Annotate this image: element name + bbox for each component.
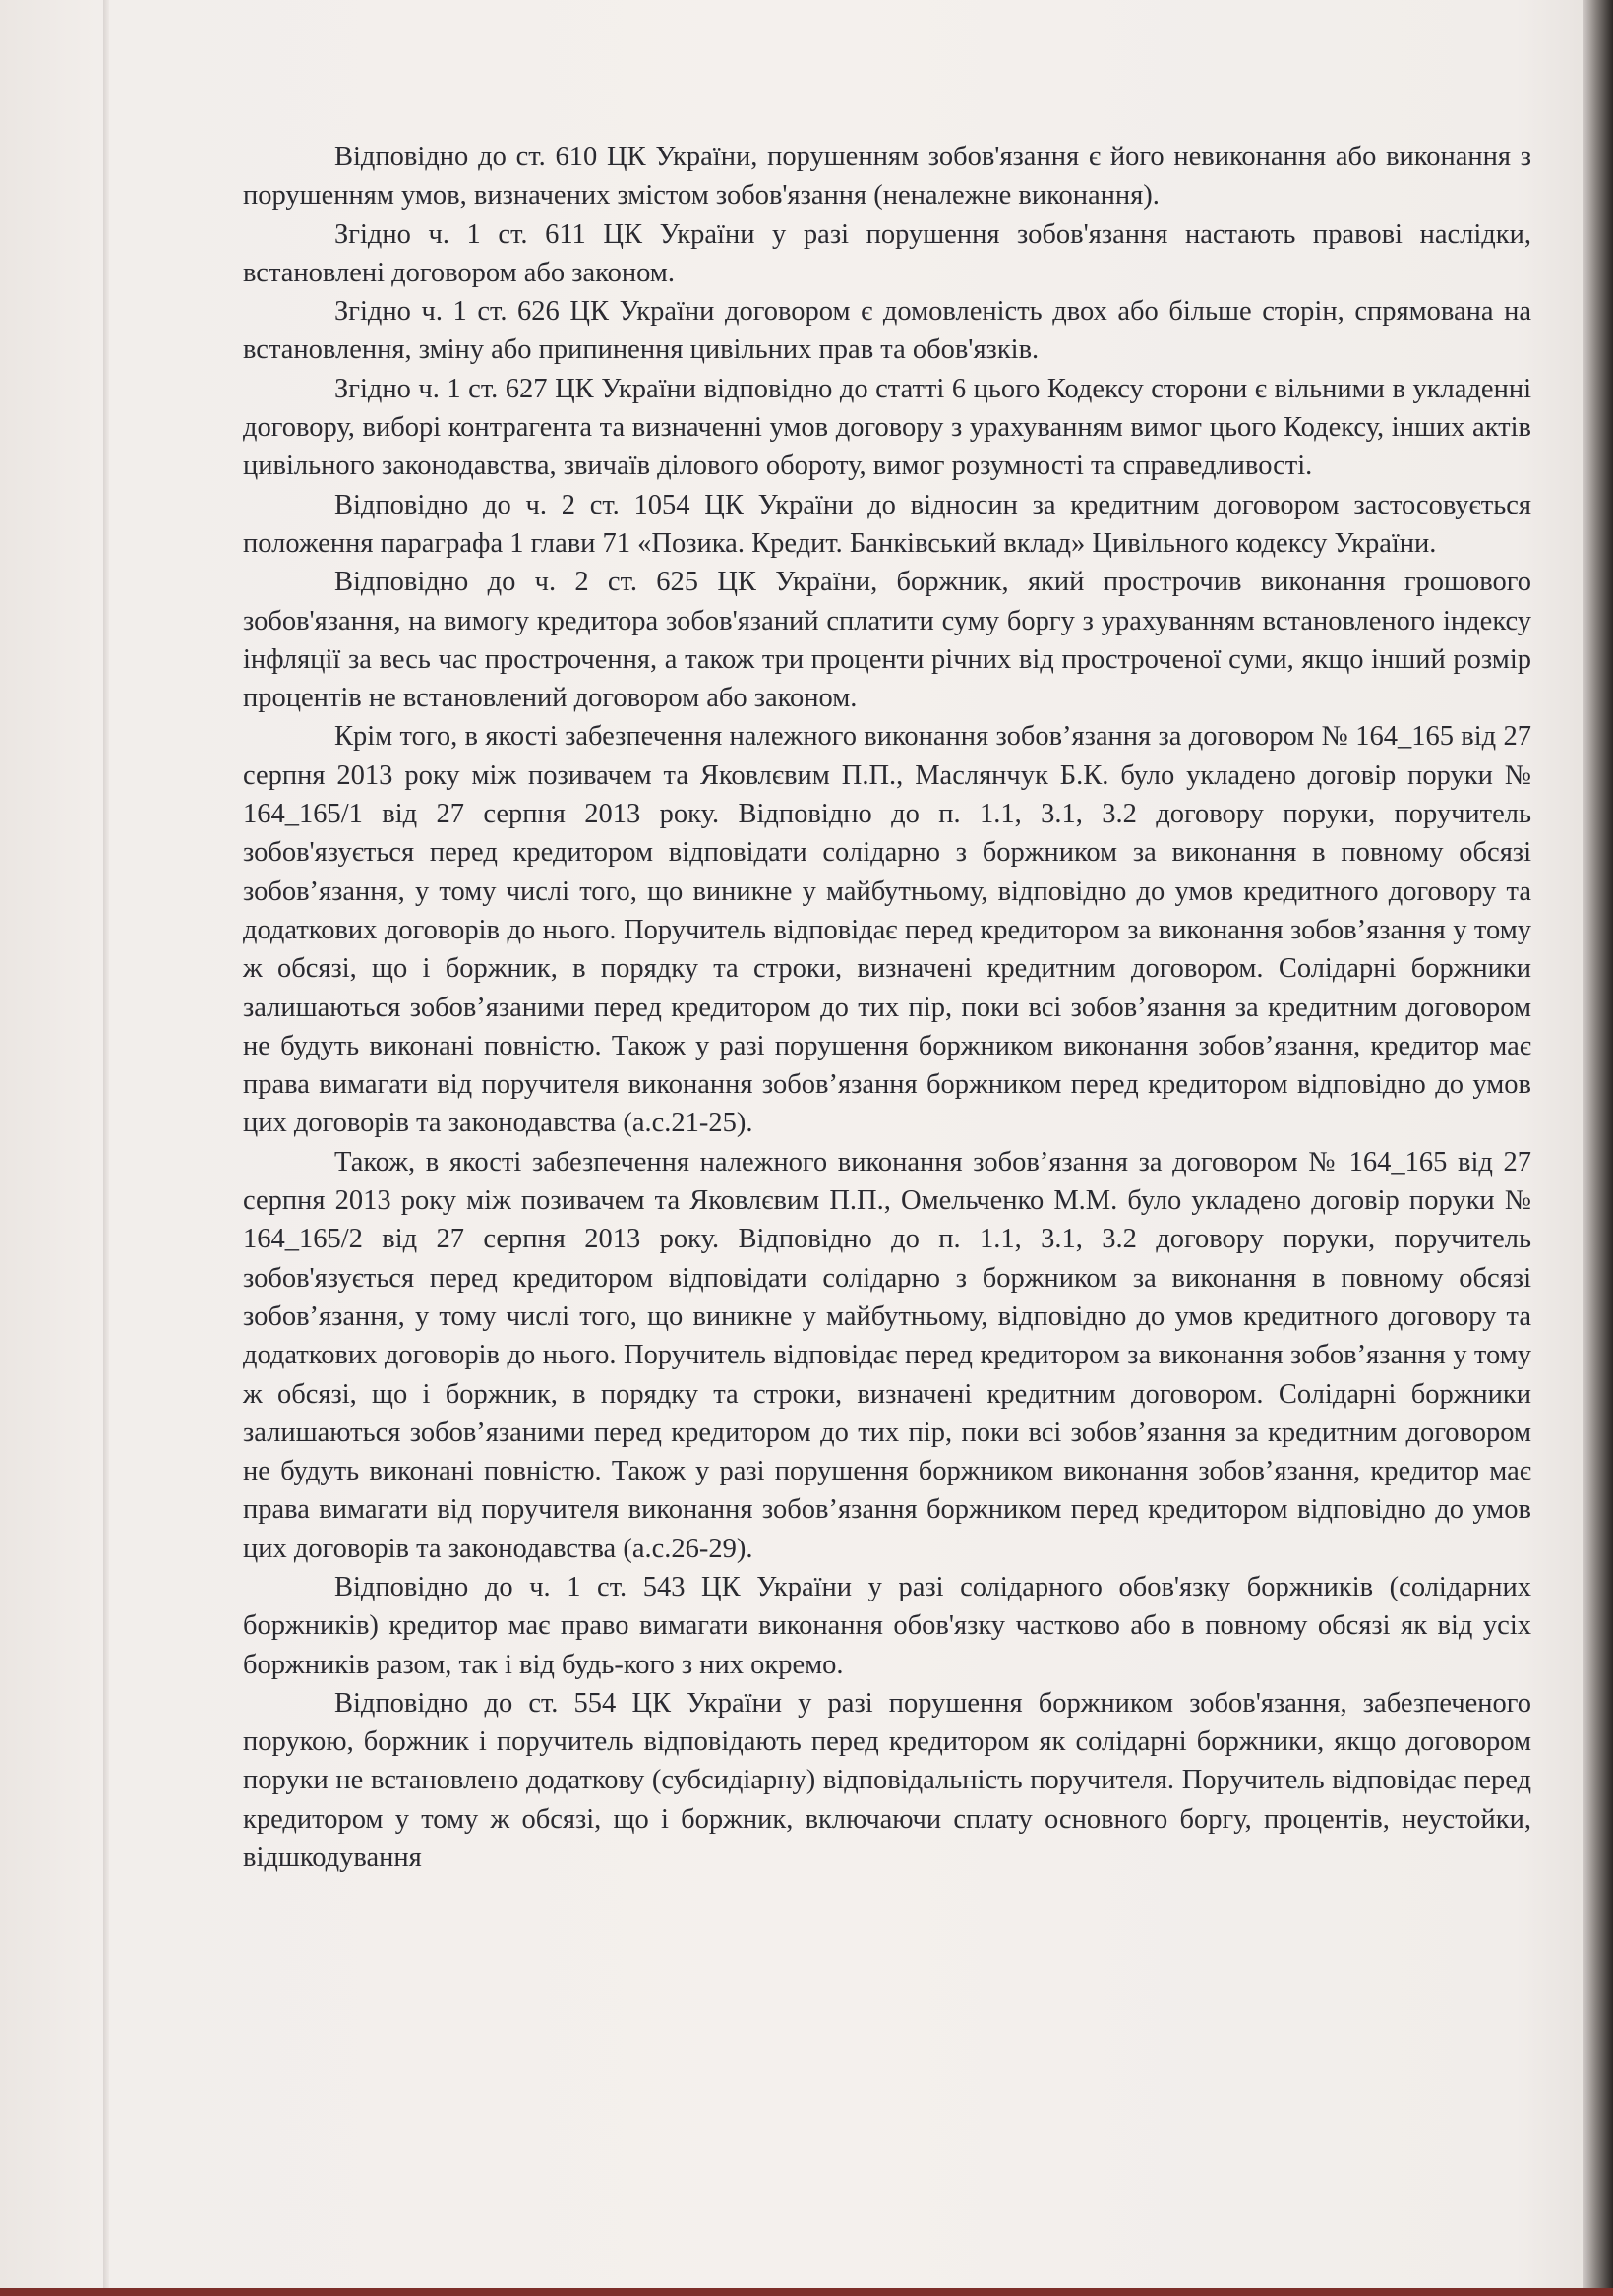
paragraph-art-554: Відповідно до ст. 554 ЦК України у разі порушення боржником зобов'язання, забезпеченого порукою, боржник і поручитель відповідають перед кредитором як солідарні боржники, якщо договором поруки не встановлено додаткову (субсидіарну) відповідальність поручителя. Поручитель відповідає перед кредитором у тому ж обсязі, що і боржник, включаючи сплату основного боргу, процентів, неустойки, відшкодування: [243, 1687, 1531, 1874]
page-binding-edge: [103, 0, 109, 2296]
paragraph-art-626: Згідно ч. 1 ст. 626 ЦК України договором є домовленість двох або більше сторін, спрямована на встановлення, зміну або припинення цивільних прав та обов'язків.: [243, 296, 1531, 366]
paragraph-art-543: Відповідно до ч. 1 ст. 543 ЦК України у разі солідарного обов'язку боржників (солідарних боржників) кредитор має право вимагати виконання обов'язку частково або в повному обсязі як від усіх боржників разом, так і від будь-кого з них окремо.: [243, 1571, 1531, 1680]
paragraph-art-611: Згідно ч. 1 ст. 611 ЦК України у разі порушення зобов'язання настають правові наслідки, встановлені договором або законом.: [243, 218, 1531, 288]
paragraph-surety-1: Крім того, в якості забезпечення належного виконання зобов’язання за договором № 164_165 від 27 серпня 2013 року між позивачем та Яковлєвим П.П., Маслянчук Б.К. було укладено договір поруки № 164_165/1 від 27 серпня 2013 року. Відповідно до п. 1.1, 3.1, 3.2 договору поруки, поручитель зобов'язується перед кредитором відповідати солідарно з боржником за виконання в повному обсязі зобов’язання, у тому числі того, що виникне у майбутньому, відповідно до умов кредитного договору та додаткових договорів до нього. Поручитель відповідає перед кредитором за виконання зобов’язання у тому ж обсязі, що і боржник, в порядку та строки, визначені кредитним договором. Солідарні боржники залишаються зобов’язаними перед кредитором до тих пір, поки всі зобов’язання за кредитним договором не будуть виконані повністю. Також у разі порушення боржником виконання зобов’язання, кредитор має права вимагати від поручителя виконання зобов’язання боржником перед кредитором відповідно до умов цих договорів та законодавства (а.с.21-25).: [243, 721, 1531, 1139]
document-body: [243, 138, 1531, 1877]
paragraph-art-627: Згідно ч. 1 ст. 627 ЦК України відповідно до статті 6 цього Кодексу сторони є вільними в укладенні договору, виборі контрагента та визначенні умов договору з урахуванням вимог цього Кодексу, інших актів цивільного законодавства, звичаїв ділового обороту, вимог розумності та справедливості.: [243, 373, 1531, 482]
paragraph-art-625: Відповідно до ч. 2 ст. 625 ЦК України, боржник, який прострочив виконання грошового зобов'язання, на вимогу кредитора зобов'язаний сплатити суму боргу з урахуванням встановленого індексу інфляції за весь час прострочення, а також три проценти річних від простроченої суми, якщо інший розмір процентів не встановлений договором або законом.: [243, 567, 1531, 714]
paragraph-art-1054: Відповідно до ч. 2 ст. 1054 ЦК України до відносин за кредитним договором застосовується положення параграфа 1 глави 71 «Позика. Кредит. Банківський вклад» Цивільного кодексу України.: [243, 489, 1531, 559]
paragraph-art-610: Відповідно до ст. 610 ЦК України, порушенням зобов'язання є його невиконання або виконання з порушенням умов, визначених змістом зобов'язання (неналежне виконання).: [243, 142, 1531, 211]
paragraph-surety-2: Також, в якості забезпечення належного виконання зобов’язання за договором № 164_165 від 27 серпня 2013 року між позивачем та Яковлєвим П.П., Омельченко М.М. було укладено договір поруки № 164_165/2 від 27 серпня 2013 року. Відповідно до п. 1.1, 3.1, 3.2 договору поруки, поручитель зобов'язується перед кредитором відповідати солідарно з боржником за виконання в повному обсязі зобов’язання, у тому числі того, що виникне у майбутньому, відповідно до умов кредитного договору та додаткових договорів до нього. Поручитель відповідає перед кредитором за виконання зобов’язання у тому ж обсязі, що і боржник, в порядку та строки, визначені кредитним договором. Солідарні боржники залишаються зобов’язаними перед кредитором до тих пір, поки всі зобов’язання за кредитним договором не будуть виконані повністю. Також у разі порушення боржником виконання зобов’язання, кредитор має права вимагати від поручителя виконання зобов’язання боржником перед кредитором відповідно до умов цих договорів та законодавства (а.с.26-29).: [243, 1146, 1531, 1564]
scanner-bottom-edge: [0, 2288, 1613, 2296]
scanner-right-shadow: [1583, 0, 1613, 2296]
